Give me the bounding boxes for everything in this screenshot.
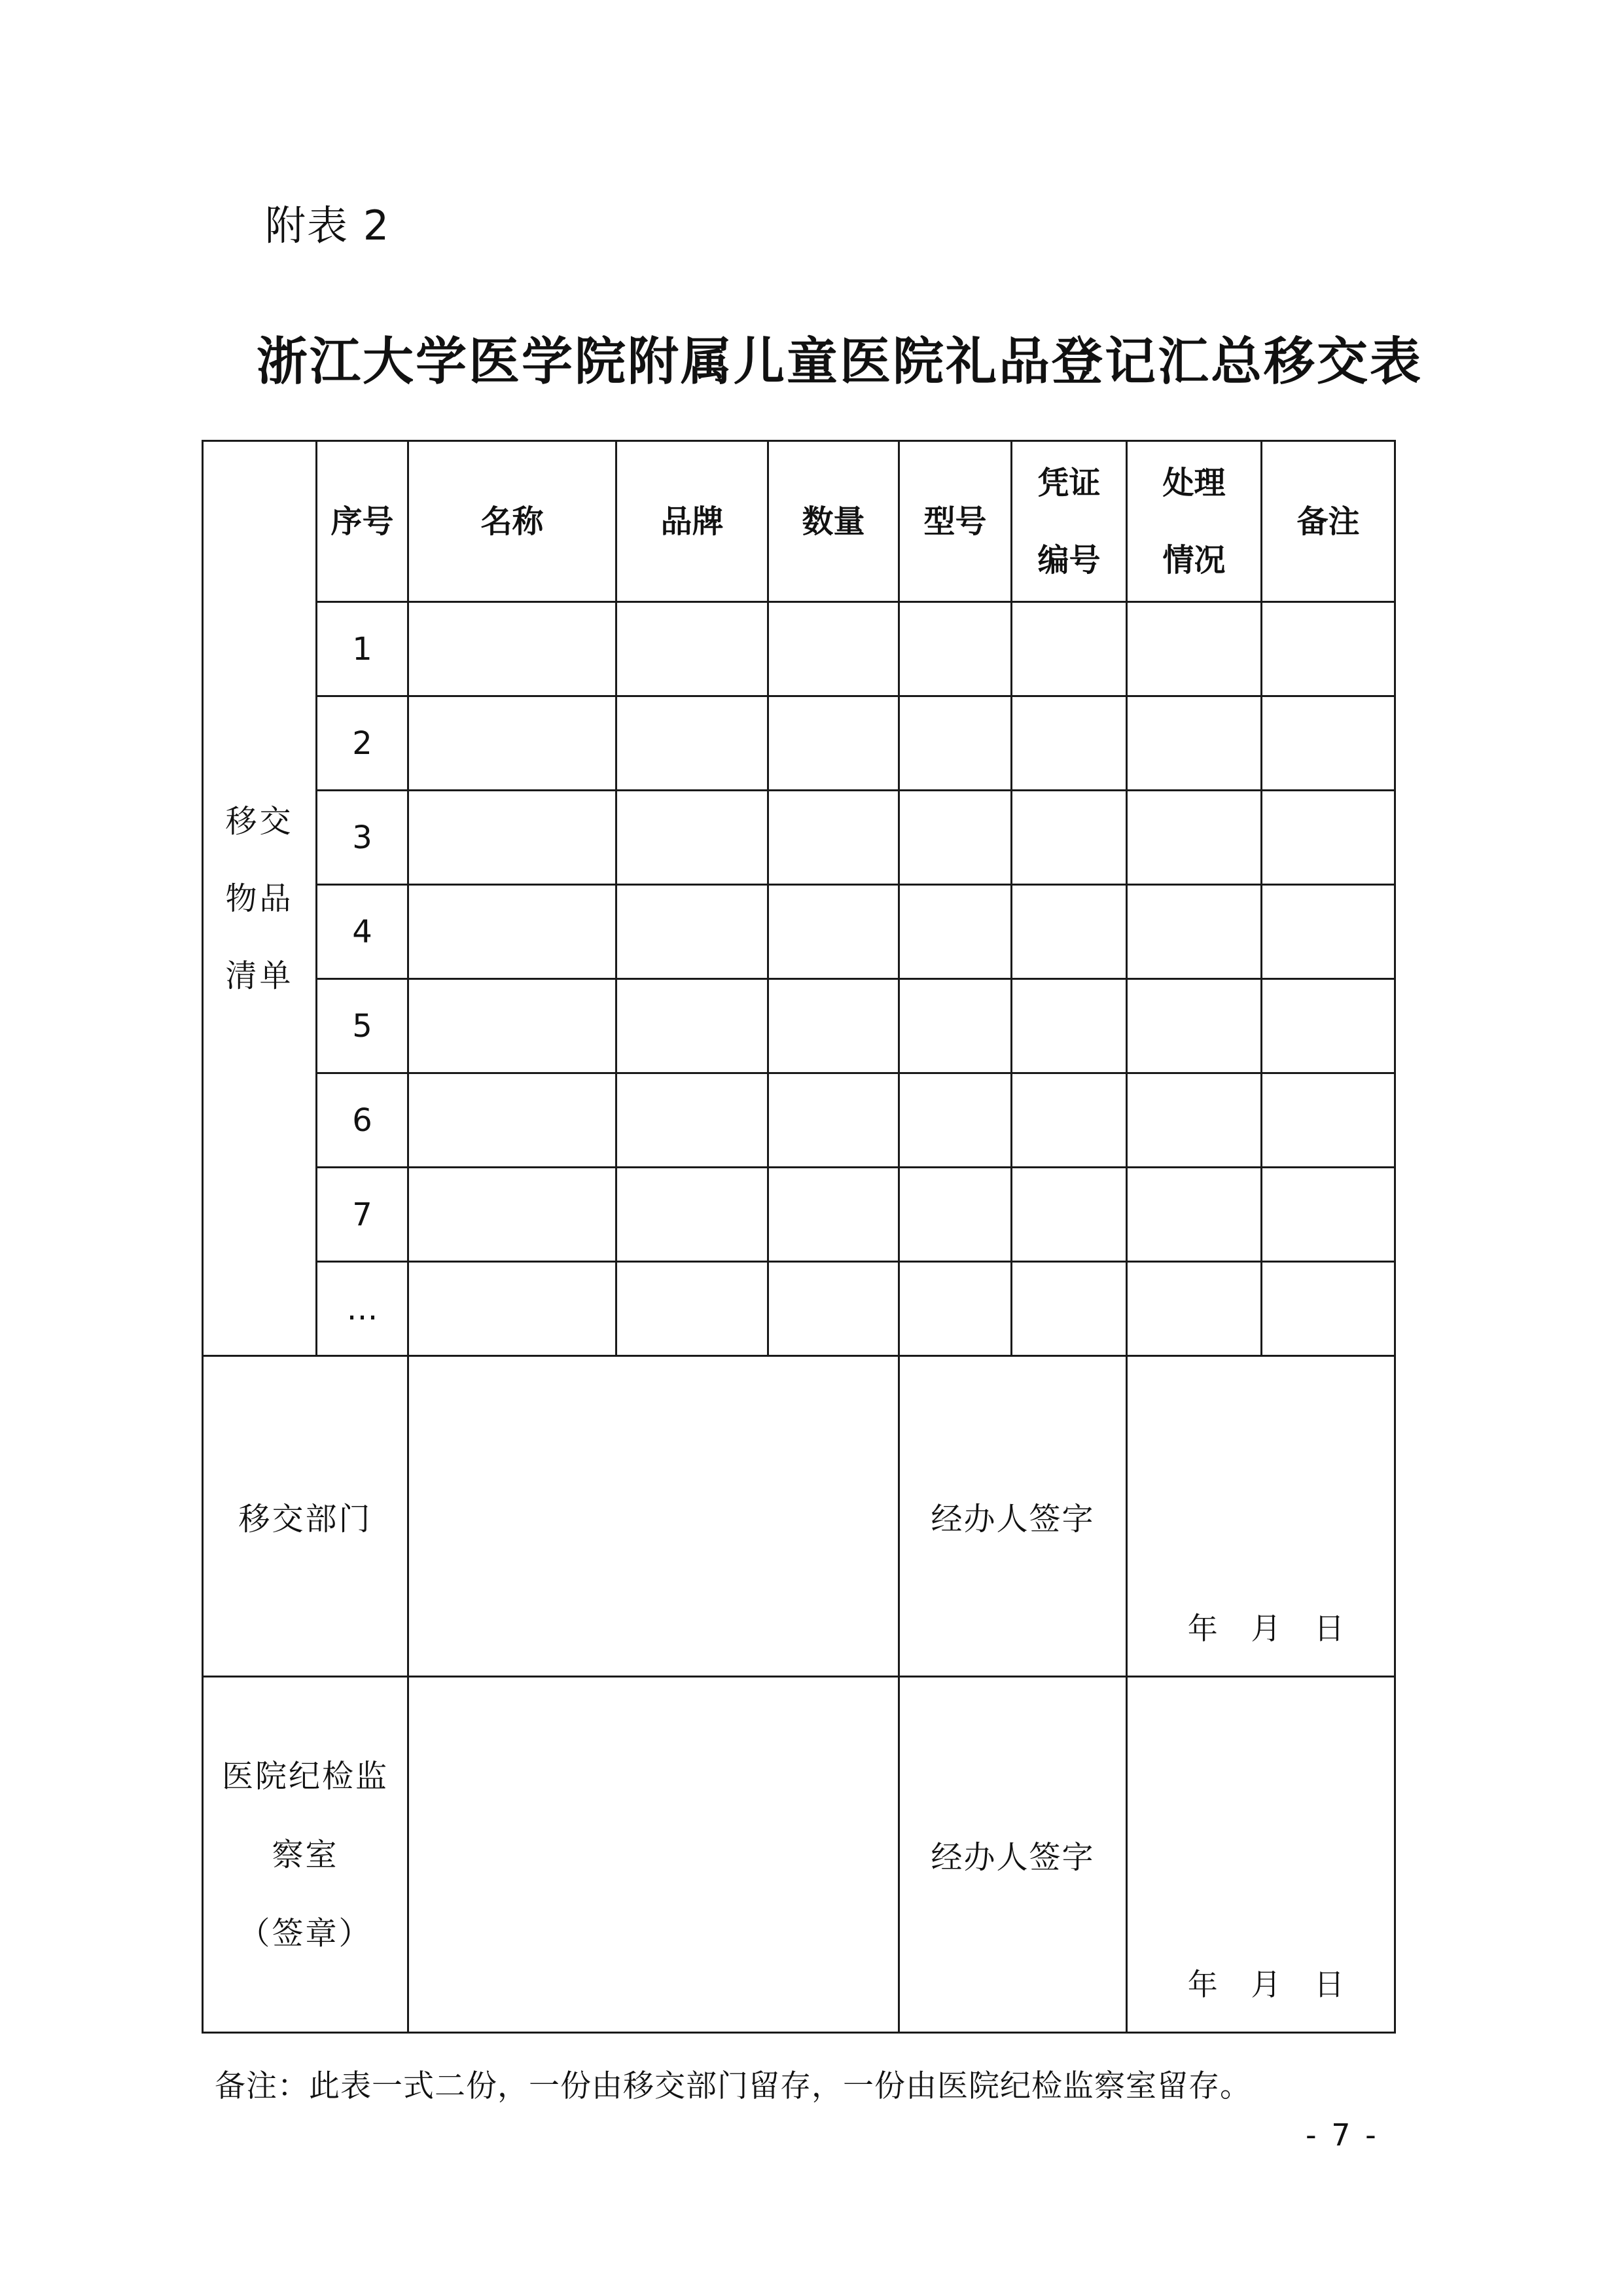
transfer-dept-row [203,1356,1395,1677]
cell-model[interactable] [899,791,1012,885]
audit-signer-label: 经办人签字 [899,1677,1127,2033]
cell-model[interactable] [899,1262,1012,1356]
audit-office-field[interactable] [408,1677,899,2033]
cell-name[interactable] [408,1168,616,1262]
row-seq: 6 [317,1073,408,1168]
cell-remarks[interactable] [1262,602,1395,696]
cell-remarks[interactable] [1262,791,1395,885]
cell-model[interactable] [899,602,1012,696]
cell-name[interactable] [408,979,616,1073]
cell-remarks[interactable] [1262,1262,1395,1356]
cell-brand[interactable] [616,1262,768,1356]
cell-handling[interactable] [1127,696,1262,791]
transfer-dept-label: 移交部门 [203,1356,408,1677]
cell-model[interactable] [899,979,1012,1073]
cell-model[interactable] [899,696,1012,791]
cell-name[interactable] [408,791,616,885]
table-row [203,1073,1395,1168]
cell-handling[interactable] [1127,1262,1262,1356]
cell-voucher[interactable] [1012,885,1127,979]
cell-handling[interactable] [1127,791,1262,885]
cell-brand[interactable] [616,885,768,979]
table-row [203,602,1395,696]
section-label-item-list: 移交 物品 清单 [203,441,317,1356]
cell-quantity[interactable] [768,1262,899,1356]
gift-transfer-table [202,440,1396,2034]
appendix-label: 附表 2 [265,202,391,249]
cell-model[interactable] [899,885,1012,979]
transfer-date-label: 年 月 日 [1187,1611,1356,1646]
col-header-brand: 品牌 [616,441,768,602]
cell-brand[interactable] [616,1073,768,1168]
cell-handling[interactable] [1127,602,1262,696]
row-seq: 7 [317,1168,408,1262]
cell-remarks[interactable] [1262,1073,1395,1168]
col-header-model: 型号 [899,441,1012,602]
cell-quantity[interactable] [768,602,899,696]
cell-brand[interactable] [616,602,768,696]
table-row [203,696,1395,791]
table-row [203,1262,1395,1356]
cell-quantity[interactable] [768,696,899,791]
cell-voucher[interactable] [1012,979,1127,1073]
row-seq: 1 [317,602,408,696]
cell-brand[interactable] [616,696,768,791]
cell-remarks[interactable] [1262,979,1395,1073]
document-title: 浙江大学医学院附属儿童医院礼品登记汇总移交表 [257,332,1423,391]
cell-handling[interactable] [1127,885,1262,979]
cell-brand[interactable] [616,1168,768,1262]
audit-office-label: 医院纪检监 察室 （签章） [203,1677,408,2033]
cell-voucher[interactable] [1012,1262,1127,1356]
table-header-row [203,441,1395,602]
transfer-signature-field[interactable] [1127,1356,1395,1677]
cell-voucher[interactable] [1012,696,1127,791]
cell-voucher[interactable] [1012,1168,1127,1262]
cell-quantity[interactable] [768,791,899,885]
row-seq: 3 [317,791,408,885]
cell-voucher[interactable] [1012,1073,1127,1168]
row-seq: … [317,1262,408,1356]
col-header-handling: 处理 情况 [1127,441,1262,602]
row-seq: 4 [317,885,408,979]
cell-name[interactable] [408,602,616,696]
cell-model[interactable] [899,1073,1012,1168]
cell-remarks[interactable] [1262,696,1395,791]
transfer-signer-label: 经办人签字 [899,1356,1127,1677]
cell-name[interactable] [408,1262,616,1356]
row-seq: 2 [317,696,408,791]
cell-handling[interactable] [1127,1168,1262,1262]
cell-quantity[interactable] [768,885,899,979]
table-row [203,1168,1395,1262]
col-header-name: 名称 [408,441,616,602]
footnote: 备注：此表一式二份，一份由移交部门留存，一份由医院纪检监察室留存。 [215,2068,1251,2104]
cell-brand[interactable] [616,791,768,885]
cell-model[interactable] [899,1168,1012,1262]
cell-quantity[interactable] [768,1168,899,1262]
table-row [203,791,1395,885]
cell-remarks[interactable] [1262,885,1395,979]
cell-voucher[interactable] [1012,602,1127,696]
audit-date-label: 年 月 日 [1187,1967,1356,2002]
page-number: - 7 - [1306,2117,1379,2153]
cell-voucher[interactable] [1012,791,1127,885]
col-header-voucher: 凭证 编号 [1012,441,1127,602]
table-row [203,979,1395,1073]
col-header-quantity: 数量 [768,441,899,602]
cell-quantity[interactable] [768,1073,899,1168]
cell-handling[interactable] [1127,1073,1262,1168]
cell-handling[interactable] [1127,979,1262,1073]
audit-signature-field[interactable] [1127,1677,1395,2033]
cell-name[interactable] [408,885,616,979]
transfer-dept-field[interactable] [408,1356,899,1677]
cell-brand[interactable] [616,979,768,1073]
cell-quantity[interactable] [768,979,899,1073]
cell-name[interactable] [408,696,616,791]
cell-remarks[interactable] [1262,1168,1395,1262]
cell-name[interactable] [408,1073,616,1168]
col-header-remarks: 备注 [1262,441,1395,602]
table-row [203,885,1395,979]
col-header-seq: 序号 [317,441,408,602]
audit-office-row [203,1677,1395,2033]
row-seq: 5 [317,979,408,1073]
